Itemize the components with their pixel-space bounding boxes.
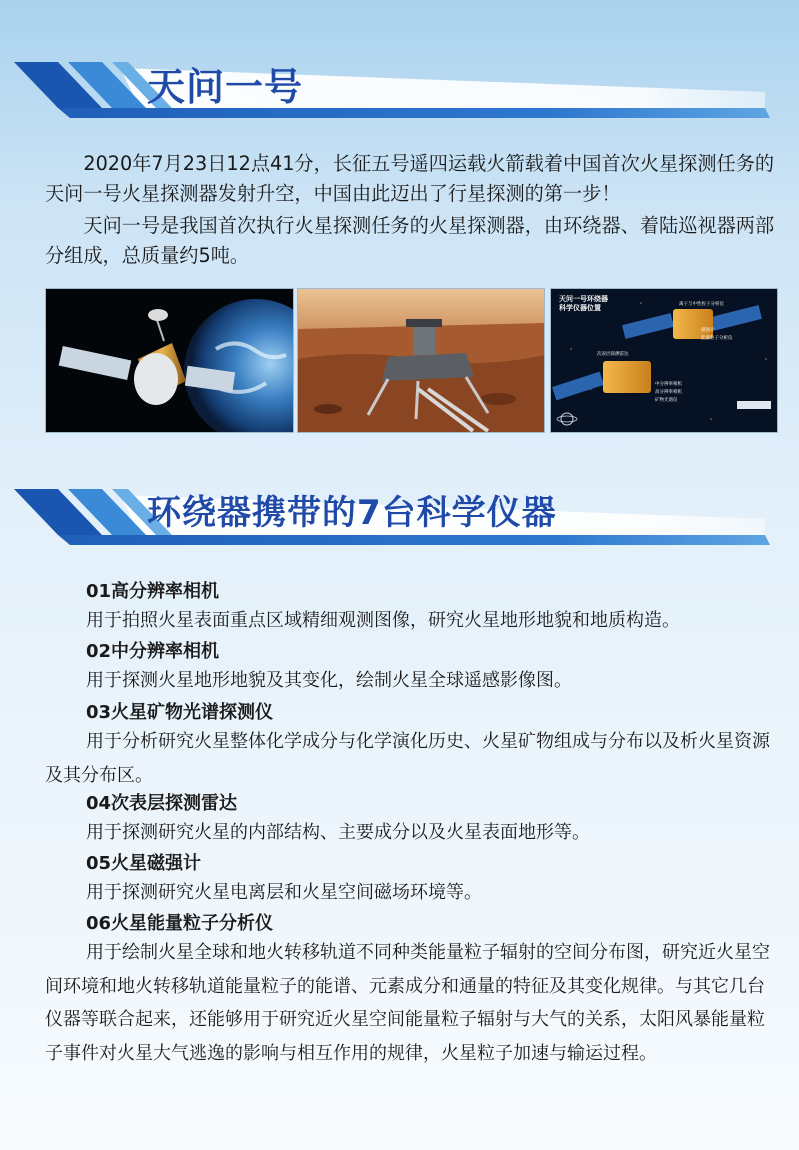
instrument-description: 用于探测火星地形地貌及其变化，绘制火星全球遥感影像图。: [86, 670, 572, 691]
instrument-title: 01高分辨率相机: [86, 581, 220, 602]
instrument-title: 03火星矿物光谱探测仪: [86, 702, 274, 723]
intro-paragraph-1: 2020年7月23日12点41分，长征五号遥四运载火箭载着中国首次火星探测任务的天问一号火星探测器发射升空，中国由此迈出了行星探测的第一步！: [45, 152, 775, 205]
infographic-title-2: 科学仪器位置: [559, 304, 601, 312]
infographic-title-1: 天问一号环绕器: [559, 295, 608, 303]
infographic-label: 次表层探测雷达: [597, 352, 629, 357]
instrument-description: 用于绘制火星全球和地火转移轨道不同种类能量粒子辐射的空间分布图，研究近火星空间环境和地火转移轨道能量粒子的能谱、元素成分和通量的特征及其变化规律。与其它几台仪器等联合起来，还能够用于研究近火星空间能量粒子辐射与大气的关系，太阳风暴能量粒子事件对火星大气逃逸的影响与相互作用的规律，火星粒子加速与输运过程。: [45, 942, 770, 1064]
infographic-label: 高分辨率相机: [655, 390, 682, 395]
instrument-description: 用于探测研究火星电离层和火星空间磁场环境等。: [86, 882, 482, 903]
section1-banner: [0, 58, 799, 138]
instrument-infographic: [550, 288, 778, 433]
photo-row: [45, 288, 778, 433]
infographic-label: 能量粒子分析仪: [701, 336, 733, 341]
instrument-title: 04次表层探测雷达: [86, 793, 238, 814]
instrument-title: 02中分辨率相机: [86, 641, 220, 662]
instrument-description: 用于拍照火星表面重点区域精细观测图像，研究火星地形地貌和地质构造。: [86, 610, 680, 631]
instrument-description: 用于探测研究火星的内部结构、主要成分以及火星表面地形等。: [86, 822, 590, 843]
infographic-label: 磁强计: [701, 328, 715, 333]
section2-title: 环绕器携带的7台科学仪器: [147, 493, 557, 533]
intro-paragraph-2: 天问一号是我国首次执行火星探测任务的火星探测器，由环绕器、着陆巡视器两部分组成，总质量约5吨。: [45, 214, 775, 267]
infographic-label: 矿物光谱仪: [655, 398, 678, 403]
instrument-description: 用于分析研究火星整体化学成分与化学演化历史、火星矿物组成与分布以及析火星资源及其分布区。: [45, 731, 770, 786]
infographic-label: 离子与中性粒子分析仪: [679, 302, 724, 307]
section1-title: 天问一号: [147, 65, 304, 109]
instrument-title: 06火星能量粒子分析仪: [86, 913, 274, 934]
instrument-title: 05火星磁强计: [86, 853, 202, 874]
infographic-label: 中分辨率相机: [655, 382, 682, 387]
mars-rover-photo: [297, 288, 545, 433]
orbiter-earth-photo: [45, 288, 294, 433]
banner-decoration-icon: [0, 58, 799, 128]
section2-banner: [0, 485, 799, 565]
